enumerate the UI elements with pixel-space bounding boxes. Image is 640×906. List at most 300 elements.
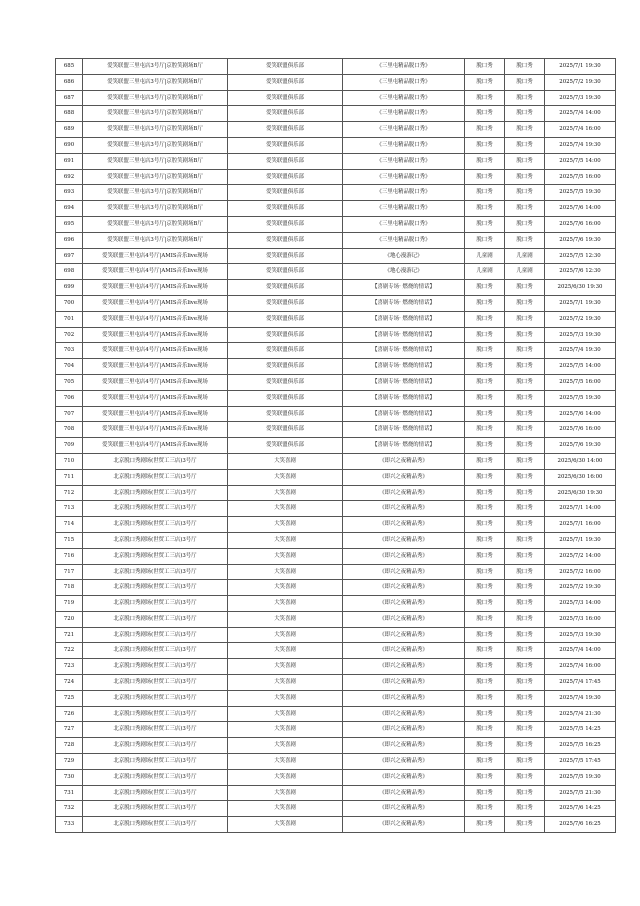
table-row (56, 248, 616, 264)
show-title-cell: 【喜剧专场· 燃烧的情话】 (343, 343, 465, 359)
subcategory-cell: 脱口秀 (505, 801, 545, 817)
table-row (56, 295, 616, 311)
showtime-cell: 2025/7/5 16:00 (545, 169, 616, 185)
table-row (56, 611, 616, 627)
row-number-cell: 692 (56, 169, 83, 185)
venue-cell: 北京脱口秀剧场(世贸工三店)3号厅 (83, 675, 228, 691)
row-number-cell: 696 (56, 232, 83, 248)
venue-cell: 北京脱口秀剧场(世贸工三店)3号厅 (83, 485, 228, 501)
showtime-cell: 2025/7/6 14:00 (545, 406, 616, 422)
organizer-cell: 大笑喜剧 (228, 517, 343, 533)
category-cell: 脱口秀 (465, 817, 505, 833)
table-row (56, 359, 616, 375)
row-number-cell: 732 (56, 801, 83, 817)
showtime-cell: 2025/7/5 14:25 (545, 722, 616, 738)
subcategory-cell: 脱口秀 (505, 438, 545, 454)
organizer-cell: 爱笑联盟俱乐部 (228, 122, 343, 138)
showtime-cell: 2025/7/3 19:30 (545, 90, 616, 106)
category-cell: 脱口秀 (465, 627, 505, 643)
category-cell: 脱口秀 (465, 469, 505, 485)
category-cell: 脱口秀 (465, 580, 505, 596)
subcategory-cell: 脱口秀 (505, 738, 545, 754)
organizer-cell: 爱笑联盟俱乐部 (228, 295, 343, 311)
category-cell: 儿童剧 (465, 264, 505, 280)
venue-cell: 北京脱口秀剧场(世贸工三店)3号厅 (83, 659, 228, 675)
showtime-cell: 2025/7/1 16:00 (545, 517, 616, 533)
row-number-cell: 710 (56, 453, 83, 469)
organizer-cell: 大笑喜剧 (228, 627, 343, 643)
table-row (56, 801, 616, 817)
organizer-cell: 大笑喜剧 (228, 659, 343, 675)
subcategory-cell: 脱口秀 (505, 469, 545, 485)
organizer-cell: 爱笑联盟俱乐部 (228, 201, 343, 217)
table-row (56, 690, 616, 706)
showtime-cell: 2025/7/6 19:30 (545, 438, 616, 454)
show-title-cell: 《即兴之夜精品秀》 (343, 548, 465, 564)
organizer-cell: 爱笑联盟俱乐部 (228, 90, 343, 106)
category-cell: 脱口秀 (465, 438, 505, 454)
subcategory-cell: 脱口秀 (505, 216, 545, 232)
row-number-cell: 719 (56, 596, 83, 612)
subcategory-cell: 脱口秀 (505, 517, 545, 533)
subcategory-cell: 脱口秀 (505, 311, 545, 327)
showtime-cell: 2025/7/4 21:30 (545, 706, 616, 722)
table-row (56, 738, 616, 754)
table-row (56, 264, 616, 280)
category-cell: 脱口秀 (465, 675, 505, 691)
showtime-cell: 2025/7/5 19:30 (545, 769, 616, 785)
show-title-cell: 《即兴之夜精品秀》 (343, 817, 465, 833)
table-row (56, 596, 616, 612)
organizer-cell: 大笑喜剧 (228, 611, 343, 627)
category-cell: 脱口秀 (465, 785, 505, 801)
venue-cell: 北京脱口秀剧场(世贸工三店)3号厅 (83, 532, 228, 548)
organizer-cell: 大笑喜剧 (228, 801, 343, 817)
row-number-cell: 714 (56, 517, 83, 533)
venue-cell: 爱笑联盟三里屯店3号厅|京腔笑剧场B厅 (83, 201, 228, 217)
organizer-cell: 大笑喜剧 (228, 469, 343, 485)
show-title-cell: 《即兴之夜精品秀》 (343, 706, 465, 722)
organizer-cell: 爱笑联盟俱乐部 (228, 185, 343, 201)
organizer-cell: 爱笑联盟俱乐部 (228, 374, 343, 390)
subcategory-cell: 脱口秀 (505, 390, 545, 406)
category-cell: 脱口秀 (465, 59, 505, 75)
organizer-cell: 爱笑联盟俱乐部 (228, 280, 343, 296)
table-row (56, 390, 616, 406)
row-number-cell: 731 (56, 785, 83, 801)
show-title-cell: 《地心漫游记》 (343, 264, 465, 280)
showtime-cell: 2025/7/4 14:00 (545, 106, 616, 122)
showtime-cell: 2025/7/5 19:30 (545, 185, 616, 201)
showtime-cell: 2025/7/5 14:00 (545, 153, 616, 169)
organizer-cell: 大笑喜剧 (228, 580, 343, 596)
venue-cell: 爱笑联盟三里屯店4号厅|AMIS音乐live现场 (83, 248, 228, 264)
organizer-cell: 爱笑联盟俱乐部 (228, 106, 343, 122)
table-row (56, 137, 616, 153)
table-row (56, 627, 616, 643)
row-number-cell: 691 (56, 153, 83, 169)
row-number-cell: 726 (56, 706, 83, 722)
category-cell: 脱口秀 (465, 690, 505, 706)
organizer-cell: 大笑喜剧 (228, 754, 343, 770)
table-row (56, 532, 616, 548)
venue-cell: 爱笑联盟三里屯店3号厅|京腔笑剧场B厅 (83, 216, 228, 232)
table-row (56, 722, 616, 738)
show-title-cell: 《三里屯精品脱口秀》 (343, 201, 465, 217)
table-body (56, 59, 616, 833)
showtime-cell: 2025/6/30 16:00 (545, 469, 616, 485)
subcategory-cell: 脱口秀 (505, 564, 545, 580)
row-number-cell: 699 (56, 280, 83, 296)
category-cell: 脱口秀 (465, 532, 505, 548)
show-title-cell: 《即兴之夜精品秀》 (343, 627, 465, 643)
row-number-cell: 715 (56, 532, 83, 548)
venue-cell: 爱笑联盟三里屯店4号厅|AMIS音乐live现场 (83, 422, 228, 438)
row-number-cell: 705 (56, 374, 83, 390)
venue-cell: 爱笑联盟三里屯店4号厅|AMIS音乐live现场 (83, 374, 228, 390)
show-title-cell: 《即兴之夜精品秀》 (343, 754, 465, 770)
row-number-cell: 686 (56, 74, 83, 90)
table-row (56, 280, 616, 296)
showtime-cell: 2025/7/3 19:30 (545, 627, 616, 643)
table-row (56, 485, 616, 501)
category-cell: 脱口秀 (465, 327, 505, 343)
table-row (56, 185, 616, 201)
row-number-cell: 685 (56, 59, 83, 75)
venue-cell: 爱笑联盟三里屯店4号厅|AMIS音乐live现场 (83, 343, 228, 359)
showtime-cell: 2025/7/6 14:25 (545, 801, 616, 817)
performance-schedule-table (55, 58, 616, 833)
organizer-cell: 爱笑联盟俱乐部 (228, 327, 343, 343)
table-row (56, 548, 616, 564)
venue-cell: 北京脱口秀剧场(世贸工三店)3号厅 (83, 580, 228, 596)
venue-cell: 北京脱口秀剧场(世贸工三店)3号厅 (83, 754, 228, 770)
venue-cell: 北京脱口秀剧场(世贸工三店)3号厅 (83, 722, 228, 738)
category-cell: 脱口秀 (465, 169, 505, 185)
organizer-cell: 大笑喜剧 (228, 548, 343, 564)
category-cell: 脱口秀 (465, 722, 505, 738)
show-title-cell: 【喜剧专场· 燃烧的情话】 (343, 406, 465, 422)
table-row (56, 469, 616, 485)
showtime-cell: 2025/7/1 19:30 (545, 532, 616, 548)
row-number-cell: 704 (56, 359, 83, 375)
table-row (56, 153, 616, 169)
showtime-cell: 2025/6/30 14:00 (545, 453, 616, 469)
showtime-cell: 2025/7/1 19:30 (545, 295, 616, 311)
row-number-cell: 694 (56, 201, 83, 217)
organizer-cell: 大笑喜剧 (228, 769, 343, 785)
venue-cell: 北京脱口秀剧场(世贸工三店)3号厅 (83, 596, 228, 612)
category-cell: 脱口秀 (465, 359, 505, 375)
table-row (56, 438, 616, 454)
subcategory-cell: 脱口秀 (505, 122, 545, 138)
showtime-cell: 2025/7/4 14:00 (545, 643, 616, 659)
subcategory-cell: 儿童剧 (505, 264, 545, 280)
table-row (56, 501, 616, 517)
show-title-cell: 《三里屯精品脱口秀》 (343, 106, 465, 122)
category-cell: 脱口秀 (465, 280, 505, 296)
venue-cell: 北京脱口秀剧场(世贸工三店)3号厅 (83, 469, 228, 485)
table-row (56, 122, 616, 138)
row-number-cell: 723 (56, 659, 83, 675)
organizer-cell: 大笑喜剧 (228, 532, 343, 548)
venue-cell: 北京脱口秀剧场(世贸工三店)3号厅 (83, 690, 228, 706)
organizer-cell: 爱笑联盟俱乐部 (228, 359, 343, 375)
category-cell: 脱口秀 (465, 801, 505, 817)
showtime-cell: 2025/7/5 12:30 (545, 248, 616, 264)
organizer-cell: 大笑喜剧 (228, 738, 343, 754)
table-row (56, 374, 616, 390)
showtime-cell: 2025/7/5 16:25 (545, 738, 616, 754)
category-cell: 脱口秀 (465, 406, 505, 422)
show-title-cell: 《即兴之夜精品秀》 (343, 501, 465, 517)
subcategory-cell: 脱口秀 (505, 817, 545, 833)
venue-cell: 北京脱口秀剧场(世贸工三店)3号厅 (83, 564, 228, 580)
row-number-cell: 717 (56, 564, 83, 580)
show-title-cell: 《三里屯精品脱口秀》 (343, 74, 465, 90)
category-cell: 脱口秀 (465, 706, 505, 722)
venue-cell: 北京脱口秀剧场(世贸工三店)3号厅 (83, 627, 228, 643)
venue-cell: 爱笑联盟三里屯店3号厅|京腔笑剧场B厅 (83, 153, 228, 169)
row-number-cell: 687 (56, 90, 83, 106)
show-title-cell: 《即兴之夜精品秀》 (343, 564, 465, 580)
subcategory-cell: 脱口秀 (505, 169, 545, 185)
show-title-cell: 《三里屯精品脱口秀》 (343, 232, 465, 248)
row-number-cell: 733 (56, 817, 83, 833)
organizer-cell: 爱笑联盟俱乐部 (228, 153, 343, 169)
venue-cell: 北京脱口秀剧场(世贸工三店)3号厅 (83, 769, 228, 785)
subcategory-cell: 脱口秀 (505, 106, 545, 122)
organizer-cell: 爱笑联盟俱乐部 (228, 59, 343, 75)
row-number-cell: 724 (56, 675, 83, 691)
venue-cell: 北京脱口秀剧场(世贸工三店)3号厅 (83, 501, 228, 517)
organizer-cell: 大笑喜剧 (228, 564, 343, 580)
show-title-cell: 《即兴之夜精品秀》 (343, 453, 465, 469)
category-cell: 脱口秀 (465, 422, 505, 438)
show-title-cell: 《三里屯精品脱口秀》 (343, 185, 465, 201)
showtime-cell: 2025/7/6 12:30 (545, 264, 616, 280)
show-title-cell: 【喜剧专场· 燃烧的情话】 (343, 327, 465, 343)
showtime-cell: 2025/7/4 16:00 (545, 122, 616, 138)
subcategory-cell: 脱口秀 (505, 754, 545, 770)
venue-cell: 爱笑联盟三里屯店3号厅|京腔笑剧场B厅 (83, 137, 228, 153)
organizer-cell: 爱笑联盟俱乐部 (228, 137, 343, 153)
show-title-cell: 《三里屯精品脱口秀》 (343, 122, 465, 138)
show-title-cell: 《地心漫游记》 (343, 248, 465, 264)
category-cell: 脱口秀 (465, 548, 505, 564)
subcategory-cell: 脱口秀 (505, 406, 545, 422)
category-cell: 脱口秀 (465, 501, 505, 517)
table-row (56, 453, 616, 469)
organizer-cell: 大笑喜剧 (228, 722, 343, 738)
venue-cell: 爱笑联盟三里屯店4号厅|AMIS音乐live现场 (83, 406, 228, 422)
venue-cell: 爱笑联盟三里屯店3号厅|京腔笑剧场B厅 (83, 232, 228, 248)
show-title-cell: 《即兴之夜精品秀》 (343, 738, 465, 754)
subcategory-cell: 脱口秀 (505, 280, 545, 296)
show-title-cell: 《即兴之夜精品秀》 (343, 517, 465, 533)
venue-cell: 爱笑联盟三里屯店3号厅|京腔笑剧场B厅 (83, 106, 228, 122)
show-title-cell: 《即兴之夜精品秀》 (343, 643, 465, 659)
organizer-cell: 大笑喜剧 (228, 706, 343, 722)
venue-cell: 爱笑联盟三里屯店3号厅|京腔笑剧场B厅 (83, 122, 228, 138)
row-number-cell: 702 (56, 327, 83, 343)
showtime-cell: 2025/7/4 19:30 (545, 343, 616, 359)
venue-cell: 北京脱口秀剧场(世贸工三店)3号厅 (83, 548, 228, 564)
table-row (56, 785, 616, 801)
row-number-cell: 690 (56, 137, 83, 153)
category-cell: 脱口秀 (465, 485, 505, 501)
category-cell: 脱口秀 (465, 564, 505, 580)
category-cell: 脱口秀 (465, 74, 505, 90)
organizer-cell: 爱笑联盟俱乐部 (228, 390, 343, 406)
organizer-cell: 爱笑联盟俱乐部 (228, 169, 343, 185)
subcategory-cell: 脱口秀 (505, 422, 545, 438)
subcategory-cell: 脱口秀 (505, 59, 545, 75)
table-row (56, 74, 616, 90)
subcategory-cell: 脱口秀 (505, 485, 545, 501)
show-title-cell: 《三里屯精品脱口秀》 (343, 216, 465, 232)
show-title-cell: 【喜剧专场· 燃烧的情话】 (343, 295, 465, 311)
table-row (56, 659, 616, 675)
show-title-cell: 《即兴之夜精品秀》 (343, 596, 465, 612)
subcategory-cell: 脱口秀 (505, 675, 545, 691)
subcategory-cell: 脱口秀 (505, 201, 545, 217)
subcategory-cell: 脱口秀 (505, 327, 545, 343)
show-title-cell: 【喜剧专场· 燃烧的情话】 (343, 422, 465, 438)
category-cell: 脱口秀 (465, 453, 505, 469)
category-cell: 脱口秀 (465, 769, 505, 785)
table-row (56, 675, 616, 691)
organizer-cell: 大笑喜剧 (228, 485, 343, 501)
venue-cell: 爱笑联盟三里屯店3号厅|京腔笑剧场B厅 (83, 59, 228, 75)
subcategory-cell: 脱口秀 (505, 343, 545, 359)
venue-cell: 爱笑联盟三里屯店4号厅|AMIS音乐live现场 (83, 311, 228, 327)
venue-cell: 爱笑联盟三里屯店4号厅|AMIS音乐live现场 (83, 359, 228, 375)
subcategory-cell: 脱口秀 (505, 453, 545, 469)
organizer-cell: 大笑喜剧 (228, 453, 343, 469)
show-title-cell: 《三里屯精品脱口秀》 (343, 169, 465, 185)
row-number-cell: 722 (56, 643, 83, 659)
show-title-cell: 《三里屯精品脱口秀》 (343, 137, 465, 153)
organizer-cell: 大笑喜剧 (228, 596, 343, 612)
show-title-cell: 《三里屯精品脱口秀》 (343, 59, 465, 75)
showtime-cell: 2025/7/2 19:30 (545, 74, 616, 90)
table-row (56, 643, 616, 659)
subcategory-cell: 脱口秀 (505, 232, 545, 248)
row-number-cell: 725 (56, 690, 83, 706)
venue-cell: 北京脱口秀剧场(世贸工三店)3号厅 (83, 706, 228, 722)
table-row (56, 580, 616, 596)
category-cell: 脱口秀 (465, 311, 505, 327)
show-title-cell: 《即兴之夜精品秀》 (343, 675, 465, 691)
table-row (56, 232, 616, 248)
subcategory-cell: 脱口秀 (505, 722, 545, 738)
category-cell: 脱口秀 (465, 216, 505, 232)
category-cell: 脱口秀 (465, 201, 505, 217)
show-title-cell: 《即兴之夜精品秀》 (343, 580, 465, 596)
subcategory-cell: 脱口秀 (505, 359, 545, 375)
showtime-cell: 2025/7/4 19:30 (545, 690, 616, 706)
showtime-cell: 2025/7/2 16:00 (545, 564, 616, 580)
organizer-cell: 大笑喜剧 (228, 501, 343, 517)
show-title-cell: 《即兴之夜精品秀》 (343, 532, 465, 548)
table-row (56, 59, 616, 75)
subcategory-cell: 脱口秀 (505, 137, 545, 153)
venue-cell: 爱笑联盟三里屯店4号厅|AMIS音乐live现场 (83, 438, 228, 454)
venue-cell: 爱笑联盟三里屯店4号厅|AMIS音乐live现场 (83, 327, 228, 343)
venue-cell: 爱笑联盟三里屯店4号厅|AMIS音乐live现场 (83, 280, 228, 296)
category-cell: 脱口秀 (465, 185, 505, 201)
organizer-cell: 爱笑联盟俱乐部 (228, 438, 343, 454)
subcategory-cell: 脱口秀 (505, 580, 545, 596)
category-cell: 脱口秀 (465, 659, 505, 675)
venue-cell: 北京脱口秀剧场(世贸工三店)3号厅 (83, 801, 228, 817)
table-row (56, 327, 616, 343)
subcategory-cell: 儿童剧 (505, 248, 545, 264)
venue-cell: 北京脱口秀剧场(世贸工三店)3号厅 (83, 453, 228, 469)
organizer-cell: 爱笑联盟俱乐部 (228, 216, 343, 232)
venue-cell: 爱笑联盟三里屯店4号厅|AMIS音乐live现场 (83, 390, 228, 406)
row-number-cell: 728 (56, 738, 83, 754)
row-number-cell: 711 (56, 469, 83, 485)
organizer-cell: 爱笑联盟俱乐部 (228, 343, 343, 359)
organizer-cell: 爱笑联盟俱乐部 (228, 232, 343, 248)
subcategory-cell: 脱口秀 (505, 611, 545, 627)
table-row (56, 216, 616, 232)
category-cell: 脱口秀 (465, 106, 505, 122)
showtime-cell: 2025/7/6 16:00 (545, 216, 616, 232)
show-title-cell: 《即兴之夜精品秀》 (343, 690, 465, 706)
showtime-cell: 2025/7/6 14:00 (545, 201, 616, 217)
subcategory-cell: 脱口秀 (505, 501, 545, 517)
category-cell: 脱口秀 (465, 137, 505, 153)
show-title-cell: 《即兴之夜精品秀》 (343, 659, 465, 675)
show-title-cell: 《三里屯精品脱口秀》 (343, 153, 465, 169)
row-number-cell: 693 (56, 185, 83, 201)
subcategory-cell: 脱口秀 (505, 706, 545, 722)
table-row (56, 201, 616, 217)
showtime-cell: 2025/7/4 19:30 (545, 137, 616, 153)
subcategory-cell: 脱口秀 (505, 690, 545, 706)
category-cell: 脱口秀 (465, 738, 505, 754)
show-title-cell: 《三里屯精品脱口秀》 (343, 90, 465, 106)
venue-cell: 爱笑联盟三里屯店4号厅|AMIS音乐live现场 (83, 264, 228, 280)
table-row (56, 706, 616, 722)
show-title-cell: 《即兴之夜精品秀》 (343, 469, 465, 485)
organizer-cell: 大笑喜剧 (228, 643, 343, 659)
organizer-cell: 爱笑联盟俱乐部 (228, 406, 343, 422)
show-title-cell: 【喜剧专场· 燃烧的情话】 (343, 359, 465, 375)
category-cell: 脱口秀 (465, 90, 505, 106)
subcategory-cell: 脱口秀 (505, 659, 545, 675)
category-cell: 脱口秀 (465, 122, 505, 138)
table-row (56, 169, 616, 185)
category-cell: 脱口秀 (465, 232, 505, 248)
category-cell: 儿童剧 (465, 248, 505, 264)
table-row (56, 564, 616, 580)
table-row (56, 343, 616, 359)
venue-cell: 北京脱口秀剧场(世贸工三店)3号厅 (83, 643, 228, 659)
row-number-cell: 689 (56, 122, 83, 138)
venue-cell: 爱笑联盟三里屯店3号厅|京腔笑剧场B厅 (83, 169, 228, 185)
show-title-cell: 【喜剧专场· 燃烧的情话】 (343, 438, 465, 454)
table-row (56, 106, 616, 122)
category-cell: 脱口秀 (465, 611, 505, 627)
show-title-cell: 【喜剧专场· 燃烧的情话】 (343, 311, 465, 327)
venue-cell: 北京脱口秀剧场(世贸工三店)3号厅 (83, 517, 228, 533)
showtime-cell: 2025/6/30 19:30 (545, 280, 616, 296)
showtime-cell: 2025/7/6 19:30 (545, 232, 616, 248)
